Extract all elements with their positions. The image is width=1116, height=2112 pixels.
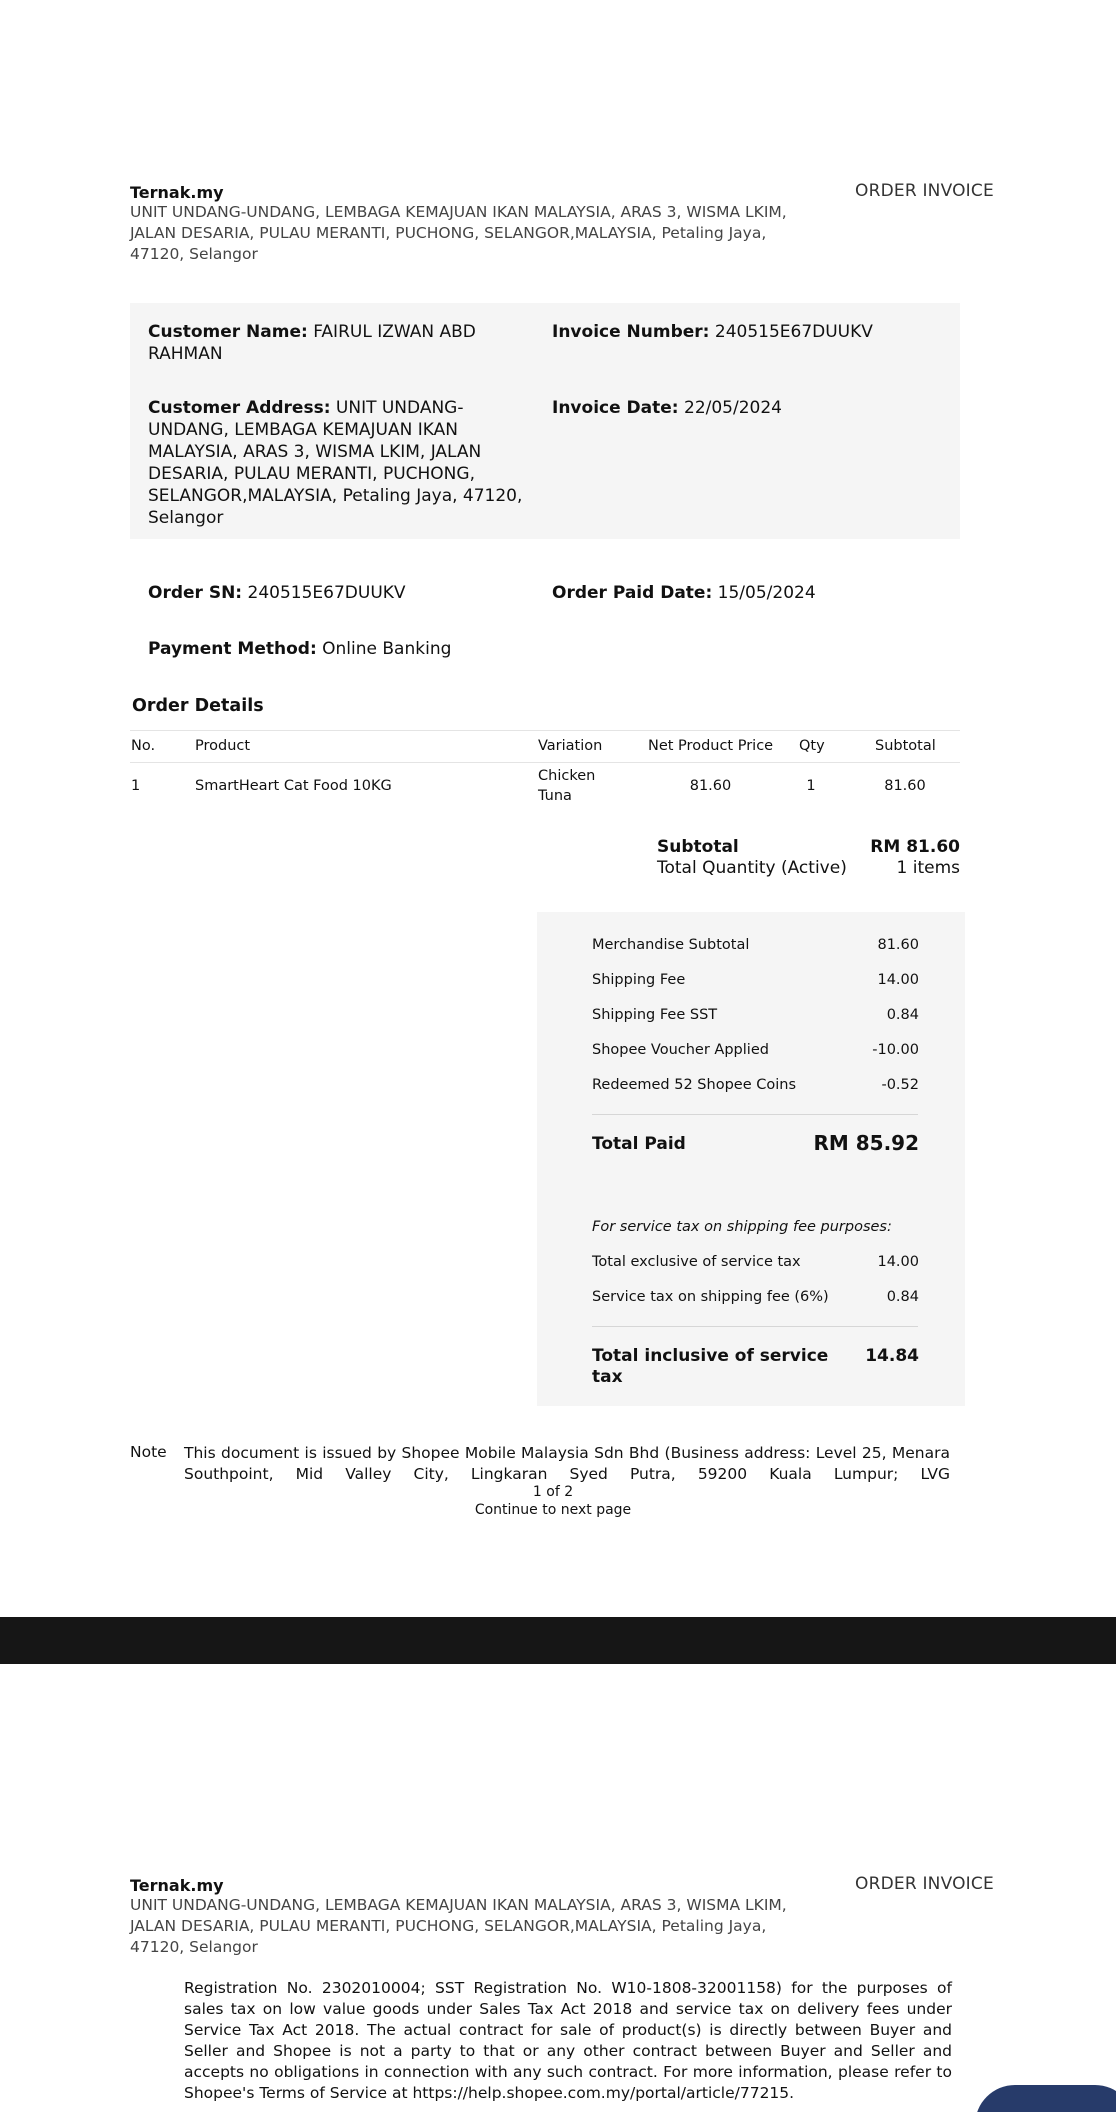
note-label: Note bbox=[130, 1443, 167, 1461]
customer-address-label: Customer Address: bbox=[148, 398, 331, 418]
page-separator bbox=[0, 1617, 1116, 1664]
col-header-variation: Variation bbox=[538, 738, 603, 754]
total-exclusive-label: Total exclusive of service tax bbox=[592, 1254, 801, 1270]
total-quantity-value: 1 items bbox=[896, 858, 960, 878]
row-qty: 1 bbox=[806, 778, 816, 794]
row-variation: Chicken Tuna bbox=[538, 768, 596, 804]
col-header-no: No. bbox=[131, 738, 156, 754]
customer-address-field bbox=[148, 397, 543, 529]
merchandise-subtotal-value: 81.60 bbox=[877, 937, 919, 953]
floating-action-button[interactable] bbox=[975, 2085, 1116, 2112]
total-paid-value: RM 85.92 bbox=[813, 1131, 919, 1155]
invoice-date-label: Invoice Date: bbox=[552, 398, 679, 418]
invoice-date: 22/05/2024 bbox=[684, 398, 782, 418]
shipping-fee-sst-label: Shipping Fee SST bbox=[592, 1007, 718, 1023]
table-header-rule bbox=[130, 762, 960, 763]
store-name: Ternak.my bbox=[130, 183, 224, 202]
invoice-number-field bbox=[552, 321, 952, 343]
store-address-page-2: UNIT UNDANG-UNDANG, LEMBAGA KEMAJUAN IKAN MALAYSIA, ARAS 3, WISMA LKIM, JALAN DESARIA, PULAU MERANTI, PUCHONG, SELANGOR,MALAYSIA, Petaling Jaya, 47120, Selangor bbox=[130, 1896, 787, 1956]
order-details-title: Order Details bbox=[132, 696, 264, 716]
tax-note: For service tax on shipping fee purposes: bbox=[592, 1219, 892, 1235]
total-exclusive-value: 14.00 bbox=[877, 1254, 919, 1270]
order-sn-label: Order SN: bbox=[148, 583, 243, 603]
payment-summary-box bbox=[537, 912, 965, 1406]
voucher-value: -10.00 bbox=[872, 1042, 919, 1058]
invoice-date-field bbox=[552, 397, 952, 419]
payment-method-label: Payment Method: bbox=[148, 639, 317, 659]
customer-address: UNIT UNDANG-UNDANG, LEMBAGA KEMAJUAN IKAN MALAYSIA, ARAS 3, WISMA LKIM, JALAN DESARIA, PULAU MERANTI, PUCHONG, SELANGOR,MALAYSIA, Petaling Jaya, 47120, Selangor bbox=[148, 398, 523, 528]
shipping-fee-label: Shipping Fee bbox=[592, 972, 686, 988]
tax-divider bbox=[592, 1326, 918, 1327]
invoice-number-label: Invoice Number: bbox=[552, 322, 710, 342]
total-paid-label: Total Paid bbox=[592, 1134, 686, 1154]
subtotal-label: Subtotal bbox=[657, 837, 739, 857]
service-tax-value: 0.84 bbox=[886, 1289, 919, 1305]
shipping-fee-sst-value: 0.84 bbox=[886, 1007, 919, 1023]
table-top-rule bbox=[130, 730, 960, 731]
col-header-net-price: Net Product Price bbox=[648, 738, 774, 754]
merchandise-subtotal-label: Merchandise Subtotal bbox=[592, 937, 750, 953]
document-type: ORDER INVOICE bbox=[855, 181, 994, 201]
customer-name-field bbox=[148, 321, 538, 365]
row-subtotal: 81.60 bbox=[884, 778, 926, 794]
service-tax-label: Service tax on shipping fee (6%) bbox=[592, 1289, 829, 1305]
col-header-qty: Qty bbox=[799, 738, 825, 754]
order-sn: 240515E67DUUKV bbox=[247, 583, 406, 603]
customer-invoice-info-box bbox=[130, 303, 960, 539]
shipping-fee-value: 14.00 bbox=[877, 972, 919, 988]
note-text-page-1: This document is issued by Shopee Mobile Malaysia Sdn Bhd (Business address: Level 25, Menara Southpoint, Mid Valley City, Lingkaran Syed Putra, 59200 Kuala Lumpur; LVG bbox=[184, 1444, 950, 1483]
page-number: 1 of 2 bbox=[532, 1484, 574, 1500]
store-name-page-2: Ternak.my bbox=[130, 1876, 224, 1895]
invoice-number: 240515E67DUUKV bbox=[714, 322, 873, 342]
document-type-page-2: ORDER INVOICE bbox=[855, 1874, 994, 1894]
col-header-product: Product bbox=[195, 738, 251, 754]
col-header-subtotal: Subtotal bbox=[875, 738, 936, 754]
customer-name-label: Customer Name: bbox=[148, 322, 308, 342]
subtotal-value: RM 81.60 bbox=[870, 837, 960, 857]
order-paid-date-label: Order Paid Date: bbox=[552, 583, 713, 603]
payment-method: Online Banking bbox=[322, 639, 452, 659]
row-net-price: 81.60 bbox=[689, 778, 732, 794]
total-quantity-label: Total Quantity (Active) bbox=[657, 858, 847, 878]
coins-label: Redeemed 52 Shopee Coins bbox=[592, 1077, 796, 1093]
total-inclusive-label: Total inclusive of service tax bbox=[592, 1346, 829, 1387]
order-paid-date-field bbox=[552, 582, 816, 604]
order-sn-field bbox=[148, 582, 406, 604]
store-address: UNIT UNDANG-UNDANG, LEMBAGA KEMAJUAN IKAN MALAYSIA, ARAS 3, WISMA LKIM, JALAN DESARIA, PULAU MERANTI, PUCHONG, SELANGOR,MALAYSIA, Petaling Jaya, 47120, Selangor bbox=[130, 203, 787, 263]
coins-value: -0.52 bbox=[881, 1077, 919, 1093]
payment-divider bbox=[592, 1114, 918, 1115]
customer-name: FAIRUL IZWAN ABD RAHMAN bbox=[148, 322, 476, 364]
note-text-page-2: Registration No. 2302010004; SST Registration No. W10-1808-32001158) for the purposes of sales tax on low value goods under Sales Tax Act 2018 and service tax on delivery fees under Service Tax Act 2018. The actual contract for sale of product(s) is directly between Buyer and Seller and Shopee is not a party to that or any other contract between Buyer and Seller and accepts no obligations in connection with any such contract. For more information, please refer to Shopee's Terms of Service at https://help.shopee.com.my/portal/article/77215. bbox=[184, 1979, 952, 2102]
order-paid-date: 15/05/2024 bbox=[717, 583, 816, 603]
row-no: 1 bbox=[131, 778, 141, 794]
continue-next-page: Continue to next page bbox=[474, 1502, 632, 1518]
row-product: SmartHeart Cat Food 10KG bbox=[195, 778, 392, 794]
payment-method-field bbox=[148, 638, 451, 660]
voucher-label: Shopee Voucher Applied bbox=[592, 1042, 769, 1058]
total-inclusive-value: 14.84 bbox=[865, 1346, 919, 1366]
